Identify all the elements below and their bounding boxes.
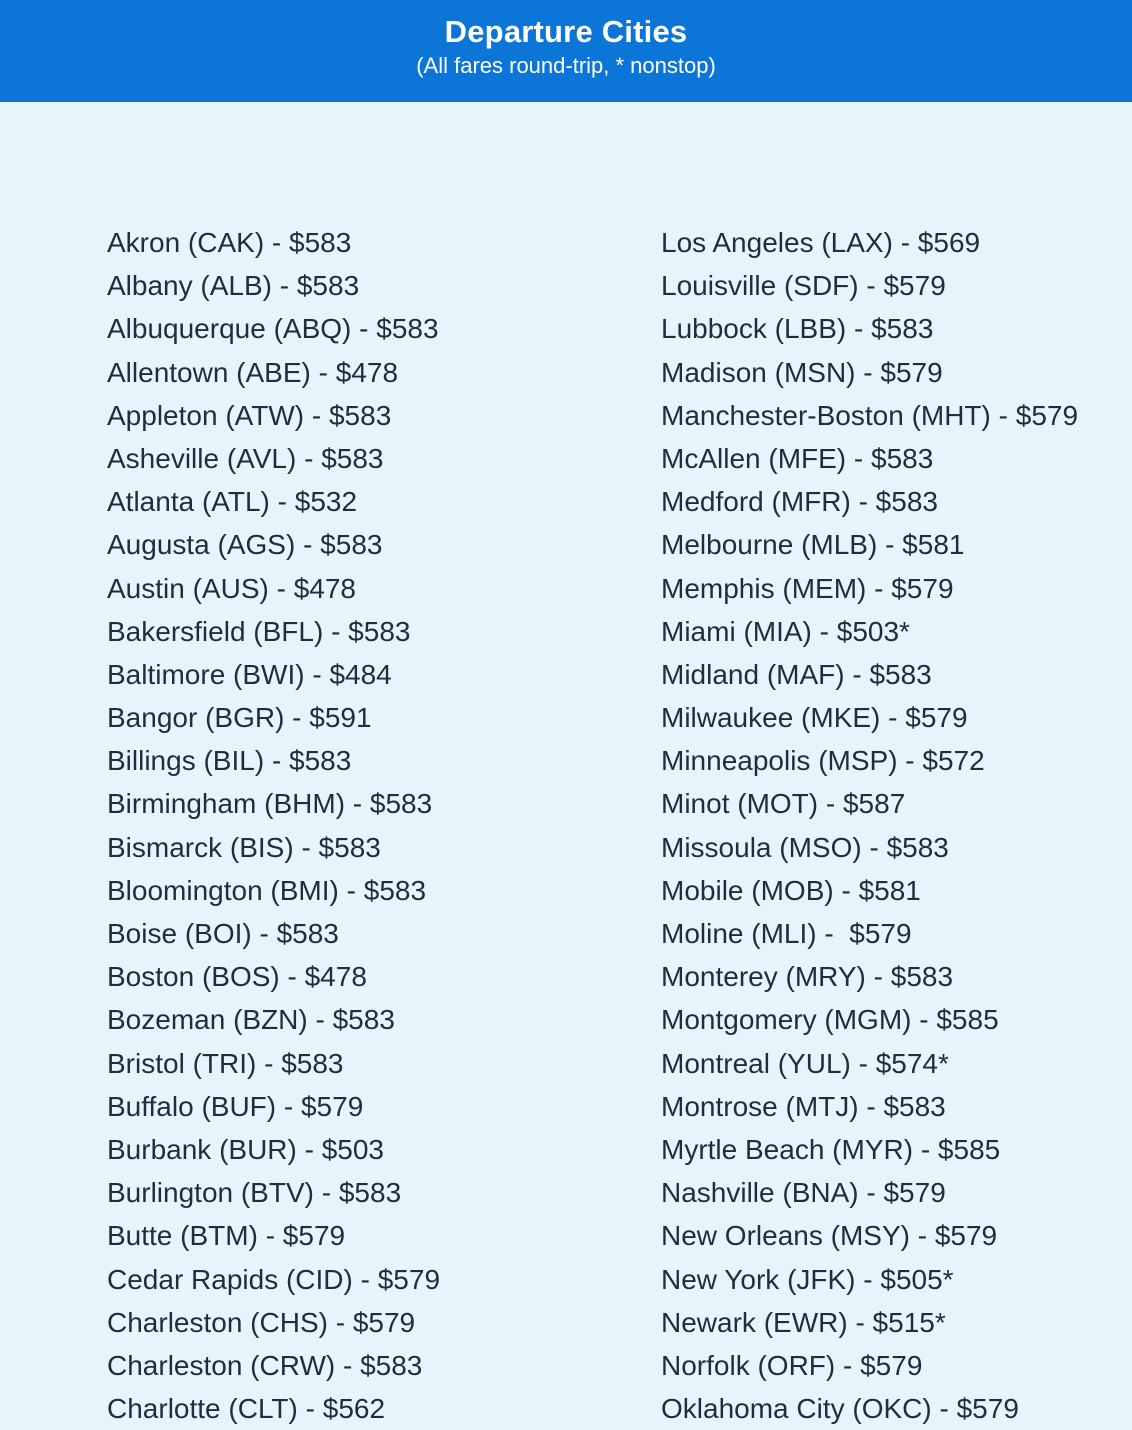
page-title: Departure Cities bbox=[444, 14, 688, 49]
city-fare-item: Manchester-Boston (MHT) - $579 bbox=[661, 399, 1079, 431]
city-fare-item: Baltimore (BWI) - $484 bbox=[107, 658, 392, 690]
city-list-area bbox=[0, 102, 1132, 1425]
city-fare-item: Burbank (BUR) - $503 bbox=[107, 1133, 385, 1165]
city-fare-item: Minot (MOT) - $587 bbox=[661, 788, 906, 820]
city-fare-item: Missoula (MSO) - $583 bbox=[661, 831, 949, 863]
city-fare-item: Bristol (TRI) - $583 bbox=[107, 1047, 344, 1079]
city-fare-item: Bangor (BGR) - $591 bbox=[107, 702, 372, 734]
city-fare-item: Buffalo (BUF) - $579 bbox=[107, 1090, 364, 1122]
city-fare-item: Memphis (MEM) - $579 bbox=[661, 572, 954, 604]
city-fare-item: Butte (BTM) - $579 bbox=[107, 1220, 346, 1252]
city-fare-item: New Orleans (MSY) - $579 bbox=[661, 1220, 998, 1252]
city-fare-item: Mobile (MOB) - $581 bbox=[661, 874, 921, 906]
city-fare-item: Myrtle Beach (MYR) - $585 bbox=[661, 1133, 1001, 1165]
city-fare-item: Milwaukee (MKE) - $579 bbox=[661, 702, 968, 734]
city-fare-item: Charleston (CRW) - $583 bbox=[107, 1349, 423, 1381]
city-fare-item: Madison (MSN) - $579 bbox=[661, 356, 943, 388]
city-fare-item: Los Angeles (LAX) - $569 bbox=[661, 227, 981, 258]
city-fare-item: Lubbock (LBB) - $583 bbox=[661, 313, 934, 345]
right-city-column bbox=[661, 221, 1078, 1430]
city-fare-item: Atlanta (ATL) - $532 bbox=[107, 486, 358, 518]
city-fare-item: Albany (ALB) - $583 bbox=[107, 270, 360, 302]
city-fare-item: Montgomery (MGM) - $585 bbox=[661, 1004, 999, 1036]
city-fare-item: Charlotte (CLT) - $562 bbox=[107, 1393, 386, 1425]
city-fare-item: New York (JFK) - $505* bbox=[661, 1263, 954, 1295]
city-fare-item: Midland (MAF) - $583 bbox=[661, 658, 932, 690]
city-fare-item: Bloomington (BMI) - $583 bbox=[107, 874, 427, 906]
header-banner bbox=[0, 0, 1132, 102]
city-fare-item: Burlington (BTV) - $583 bbox=[107, 1177, 402, 1209]
city-fare-item: Medford (MFR) - $583 bbox=[661, 486, 938, 518]
city-fare-item: Bakersfield (BFL) - $583 bbox=[107, 615, 411, 647]
city-fare-item: Albuquerque (ABQ) - $583 bbox=[107, 313, 439, 345]
city-fare-item: McAllen (MFE) - $583 bbox=[661, 442, 934, 474]
city-fare-item: Newark (EWR) - $515* bbox=[661, 1306, 946, 1338]
city-fare-item: Oklahoma City (OKC) - $579 bbox=[661, 1393, 1019, 1425]
city-fare-item: Montreal (YUL) - $574* bbox=[661, 1047, 949, 1079]
city-fare-item: Appleton (ATW) - $583 bbox=[107, 399, 392, 431]
city-fare-item: Austin (AUS) - $478 bbox=[107, 572, 356, 604]
city-fare-item: Asheville (AVL) - $583 bbox=[107, 442, 384, 474]
city-fare-item: Billings (BIL) - $583 bbox=[107, 745, 352, 777]
city-fare-item: Boise (BOI) - $583 bbox=[107, 918, 339, 949]
city-fare-item: Cedar Rapids (CID) - $579 bbox=[107, 1263, 441, 1295]
city-fare-item: Nashville (BNA) - $579 bbox=[661, 1177, 946, 1209]
city-fare-item: Monterey (MRY) - $583 bbox=[661, 961, 954, 993]
city-fare-item: Minneapolis (MSP) - $572 bbox=[661, 745, 985, 777]
city-fare-item: Bozeman (BZN) - $583 bbox=[107, 1004, 395, 1036]
left-city-column bbox=[107, 221, 440, 1430]
city-fare-item: Birmingham (BHM) - $583 bbox=[107, 788, 433, 820]
city-fare-item: Montrose (MTJ) - $583 bbox=[661, 1090, 946, 1122]
city-fare-item: Bismarck (BIS) - $583 bbox=[107, 831, 381, 863]
city-fare-item: Augusta (AGS) - $583 bbox=[107, 529, 383, 561]
city-fare-item: Moline (MLI) - $579 bbox=[661, 918, 912, 949]
city-fare-item: Norfolk (ORF) - $579 bbox=[661, 1349, 923, 1381]
city-fare-item: Boston (BOS) - $478 bbox=[107, 961, 367, 993]
page-subtitle: (All fares round-trip, * nonstop) bbox=[416, 53, 716, 78]
city-fare-item: Akron (CAK) - $583 bbox=[107, 227, 352, 258]
city-fare-item: Charleston (CHS) - $579 bbox=[107, 1306, 416, 1338]
city-fare-item: Allentown (ABE) - $478 bbox=[107, 356, 399, 388]
city-fare-item: Miami (MIA) - $503* bbox=[661, 615, 910, 647]
city-fare-item: Louisville (SDF) - $579 bbox=[661, 270, 946, 302]
city-fare-item: Melbourne (MLB) - $581 bbox=[661, 529, 965, 561]
